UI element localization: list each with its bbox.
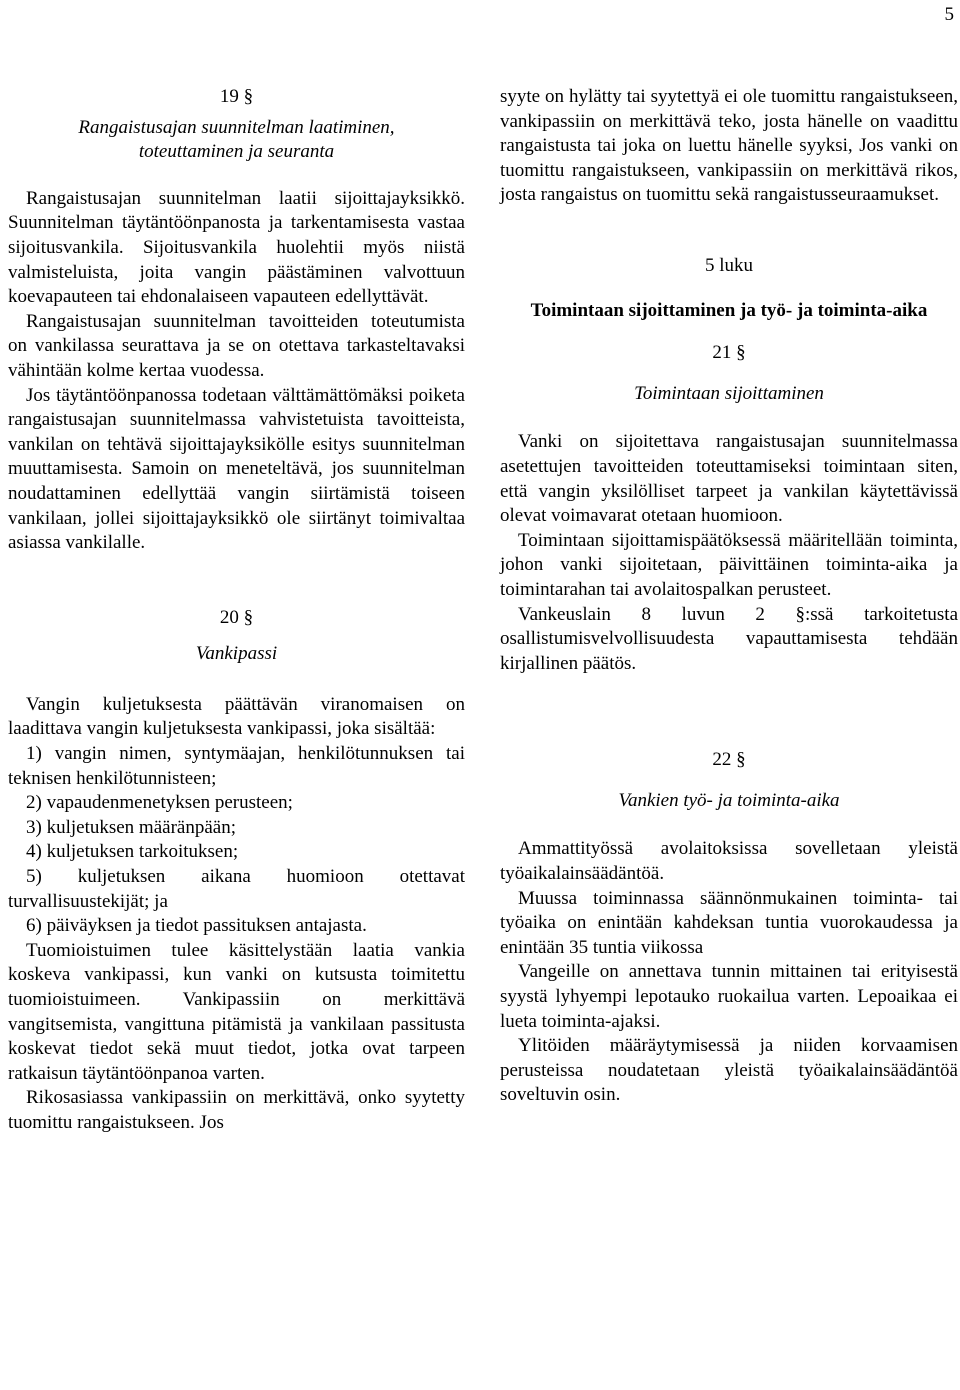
section-21-title: Toimintaan sijoittaminen [634,382,824,404]
section-20-item-6: 6) päiväyksen ja tiedot passituksen antajasta. [26,915,367,937]
section-20-item-4: 4) kuljetuksen tarkoituksen; [26,841,239,863]
section-20-item-3: 3) kuljetuksen määränpään; [26,816,236,838]
section-22-paragraph-2: Muussa toiminnassa säännönmukainen toiminta- tai työaika on enintään kahdeksan tuntia vuorokaudessa ja enintään 35 tuntia viikossa [500,887,958,958]
right-column [500,85,958,1108]
section-19-paragraph-2: Rangaistusajan suunnitelman tavoitteiden toteutumista on vankilassa seurattava ja se on otettava tarkasteltavaksi vähintään kolme kertaa vuodessa. [8,310,465,381]
section-21-number: 21 § [712,342,746,364]
chapter-5-number: 5 luku [704,254,754,276]
section-19-paragraph-1: Rangaistusajan suunnitelman laatii sijoittajayksikkö. Suunnitelman täytäntöönpanosta ja tarkentamisesta vastaa sijoitusvankila. Sijoitusvankila huolehtii myös niistä valmisteluista, joita vangin päästäminen valvottuun koevapauteen tai ehdonalaiseen vapauteen edellyttävät. [8,187,465,308]
section-20-item-5: 5) kuljetuksen aikana huomioon otettavat turvallisuustekijät; ja [8,866,465,912]
chapter-5-title: Toimintaan sijoittaminen ja työ- ja toiminta-aika [530,299,928,321]
section-20-paragraph-3: Rikosasiassa vankipassiin on merkittävä, onko syytetty tuomittu rangaistukseen. Jos [8,1087,465,1133]
section-22-number: 22 § [712,749,746,771]
section-20-continuation: syyte on hylätty tai syytettyä ei ole tuomittu rangaistukseen, vankipassiin on merkittävä teko, josta hänelle on vaadittu rangaistusta tai joka on luettu hänelle syyksi, Jos vanki on tuomittu rangaistukseen, vankipassiin on merkittävä rikos, josta rangaistus on tuomittu sekä rangaistusseuraamukset. [500,86,958,206]
section-20-number: 20 § [219,606,254,628]
section-19-paragraph-3: Jos täytäntöönpanossa todetaan välttämättömäksi poiketa rangaistusajan suunnitelmassa vahvistetuista tavoitteista, vankilan on tehtävä sijoittajayksikölle esitys suunnitelman muuttamisesta. Samoin on meneteltävä, jos suunnitelman noudattaminen edellyttää vangin siirtämistä toiseen vankilaan, jollei sijoittajayksikkö ole siirtänyt toimivaltaa asiassa vankilalle. [8,384,465,554]
section-20-item-1: 1) vangin nimen, syntymäajan, henkilötunnuksen tai teknisen henkilötunnisteen; [8,743,465,789]
section-20-title: Vankipassi [195,643,278,665]
section-19-title-line-1: Rangaistusajan suunnitelman laatiminen, [78,116,395,138]
section-22-paragraph-1: Ammattityössä avolaitoksissa sovelletaan yleistä työaikalainsäädäntöä. [500,838,958,885]
section-19-title-line-2: toteuttaminen ja seuranta [138,141,335,163]
section-19-number: 19 § [219,86,254,107]
section-21-paragraph-1: Vanki on sijoitettava rangaistusajan suunnitelmassa asetettujen tavoitteiden toteuttamiseksi toimintaan siten, että vangin yksilölliset tarpeet ja vankilan käytettävissä olevat voimavarat otetaan huomioon. [500,431,958,527]
section-22-title: Vankien työ- ja toiminta-aika [618,789,840,811]
section-21-paragraph-3: Vankeuslain 8 luvun 2 §:ssä tarkoitetusta osallistumisvelvollisuudesta vapauttamisesta tehdään kirjallinen päätös. [500,603,958,674]
section-20-intro: Vangin kuljetuksesta päättävän viranomaisen on laadittava vangin kuljetuksesta vankipassi, joka sisältää: [8,693,465,740]
section-22-paragraph-3: Vangeille on annettava tunnin mittainen tai erityisestä syystä lyhyempi lepotauko ruokailua varten. Lepoaikaa ei lueta toiminta-ajaksi. [500,961,958,1032]
left-column [8,85,465,1136]
section-20-paragraph-2: Tuomioistuimen tulee käsittelystään laatia vankia koskeva vankipassi, kun vanki on kutsusta toimitettu tuomioistuimeen. Vankipassiin on merkittävä vangitsemista, vangittuna pitämistä ja vankilaan passitusta koskevat tiedot sekä muut tiedot, jotka ovat tarpeen ratkaisun täytäntöönpanoa varten. [8,939,465,1084]
section-21-paragraph-2: Toimintaan sijoittamispäätöksessä määritellään toiminta, johon vanki sijoitetaan, päivittäinen toiminta-aika ja toimintarahan tai avolaitospalkan perusteet. [500,529,958,600]
page-number: 5 [944,4,954,25]
section-22-paragraph-4: Ylitöiden määräytymisessä ja niiden korvaamisen perusteissa noudatetaan yleistä työaikalainsäädäntöä soveltuvin osin. [500,1035,958,1106]
section-20-item-2: 2) vapaudenmenetyksen perusteen; [26,792,293,814]
